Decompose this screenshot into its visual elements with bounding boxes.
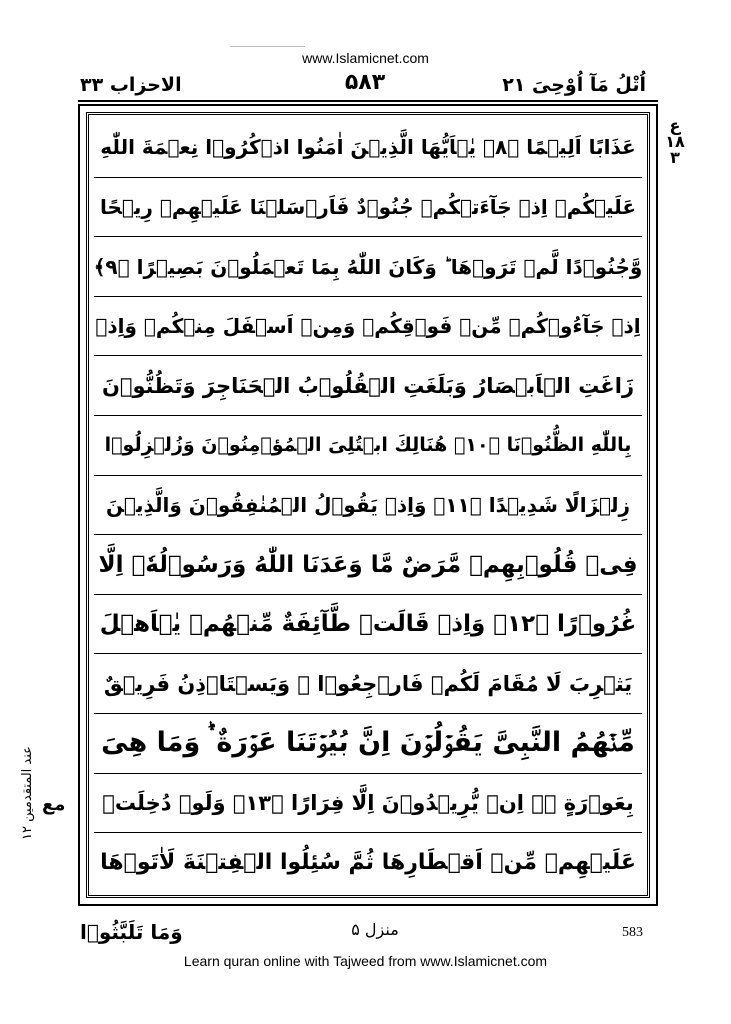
verse-line-13: عَلَیۡهِمۡ مِّنۡ اَقۡطَارِهَا ثُمَّ سُئِلُوا الۡفِتۡنَةَ لَاٰتَوۡهَا bbox=[100, 850, 636, 876]
juz-name: اُتْلُ مَآ اُوْحِیَ ۲۱ bbox=[502, 74, 646, 96]
text-frame bbox=[78, 104, 658, 906]
top-rule bbox=[230, 46, 305, 47]
verse-line-6: بِاللّٰهِ الظُّنُوۡنَا ﴿۱۰﴾ هُنَالِكَ ابۡتُلِیَ الۡمُؤۡمِنُوۡنَ وَزُلۡزِلُوۡا bbox=[94, 416, 642, 476]
verse-line-8: فِیۡ قُلُوۡبِهِمۡ مَّرَضٌ مَّا وَعَدَنَا اللّٰهُ وَرَسُوۡلُهٗۤ اِلَّا bbox=[94, 535, 642, 595]
margin-note-text: عند المتقدمين ۱۲ bbox=[20, 746, 35, 840]
verse-line-1: عَذَابًا اَلِیۡمًا ﴿۸﴾ یٰۤاَیُّهَا الَّذِیۡنَ اٰمَنُوا اذۡكُرُوۡا نِعۡمَةَ اللّٰهِ bbox=[94, 118, 642, 178]
verse-line-4: اِذۡ جَآءُوۡكُمۡ مِّنۡ فَوۡقِكُمۡ وَمِنۡ اَسۡفَلَ مِنۡكُمۡ وَاِذۡ bbox=[94, 297, 642, 357]
verse-line-7: زِلۡزَالًا شَدِیۡدًا ﴿۱۱﴾ وَاِذۡ یَقُوۡلُ الۡمُنٰفِقُوۡنَ وَالَّذِیۡنَ bbox=[94, 476, 642, 536]
verse-line-11: مِّنۡهُمُ النَّبِیَّ یَقُوۡلُوۡنَ اِنَّ بُیُوۡتَنَا عَوۡرَةٌ ۛؕ وَمَا هِیَ bbox=[94, 714, 642, 774]
margin-mark: مع bbox=[42, 794, 66, 815]
top-url: www.Islamicnet.com bbox=[302, 50, 429, 66]
verse-line-2: عَلَیۡكُمۡ اِذۡ جَآءَتۡكُمۡ جُنُوۡدٌ فَاَرۡسَلۡنَا عَلَیۡهِمۡ رِیۡحًا bbox=[94, 178, 642, 238]
catchword: وَمَا تَلَبَّثُوۡا bbox=[80, 920, 183, 944]
ruku-marker: ع ۱۸ ۳ bbox=[665, 116, 685, 167]
page-number: 583 bbox=[622, 925, 643, 940]
verse-line-3: وَّجُنُوۡدًا لَّمۡ تَرَوۡهَا ؕ وَكَانَ اللّٰهُ بِمَا تَعۡمَلُوۡنَ بَصِیۡرًا ﴿۹﴾ bbox=[94, 237, 642, 297]
page-number-arabic: ۵۸۳ bbox=[344, 70, 386, 95]
verse-lines bbox=[94, 118, 642, 892]
manzil-label: منزل ۵ bbox=[351, 920, 399, 939]
verse-line-10: یَثۡرِبَ لَا مُقَامَ لَكُمۡ فَارۡجِعُوۡا ۚ وَیَسۡتَاۡذِنُ فَرِیۡقٌ bbox=[94, 654, 642, 714]
verse-line-9: غُرُوۡرًا ﴿۱۲﴾ وَاِذۡ قَالَتۡ طَّآئِفَةٌ مِّنۡهُمۡ یٰۤاَهۡلَ bbox=[94, 595, 642, 655]
verse-line-12: بِعَوۡرَةٍ ۚۛ اِنۡ یُّرِیۡدُوۡنَ اِلَّا فِرَارًا ﴿۱۳﴾ وَلَوۡ دُخِلَتۡ bbox=[94, 774, 642, 834]
margin-note bbox=[20, 720, 70, 860]
header-divider bbox=[78, 100, 658, 102]
bottom-url: Learn quran online with Tajweed from www.Islamicnet.com bbox=[183, 953, 548, 969]
verse-line-5: زَاغَتِ الۡاَبۡصَارُ وَبَلَغَتِ الۡقُلُوۡبُ الۡحَنَاجِرَ وَتَظُنُّوۡنَ bbox=[94, 356, 642, 416]
surah-name: الاحزاب ۳۳ bbox=[80, 74, 182, 96]
